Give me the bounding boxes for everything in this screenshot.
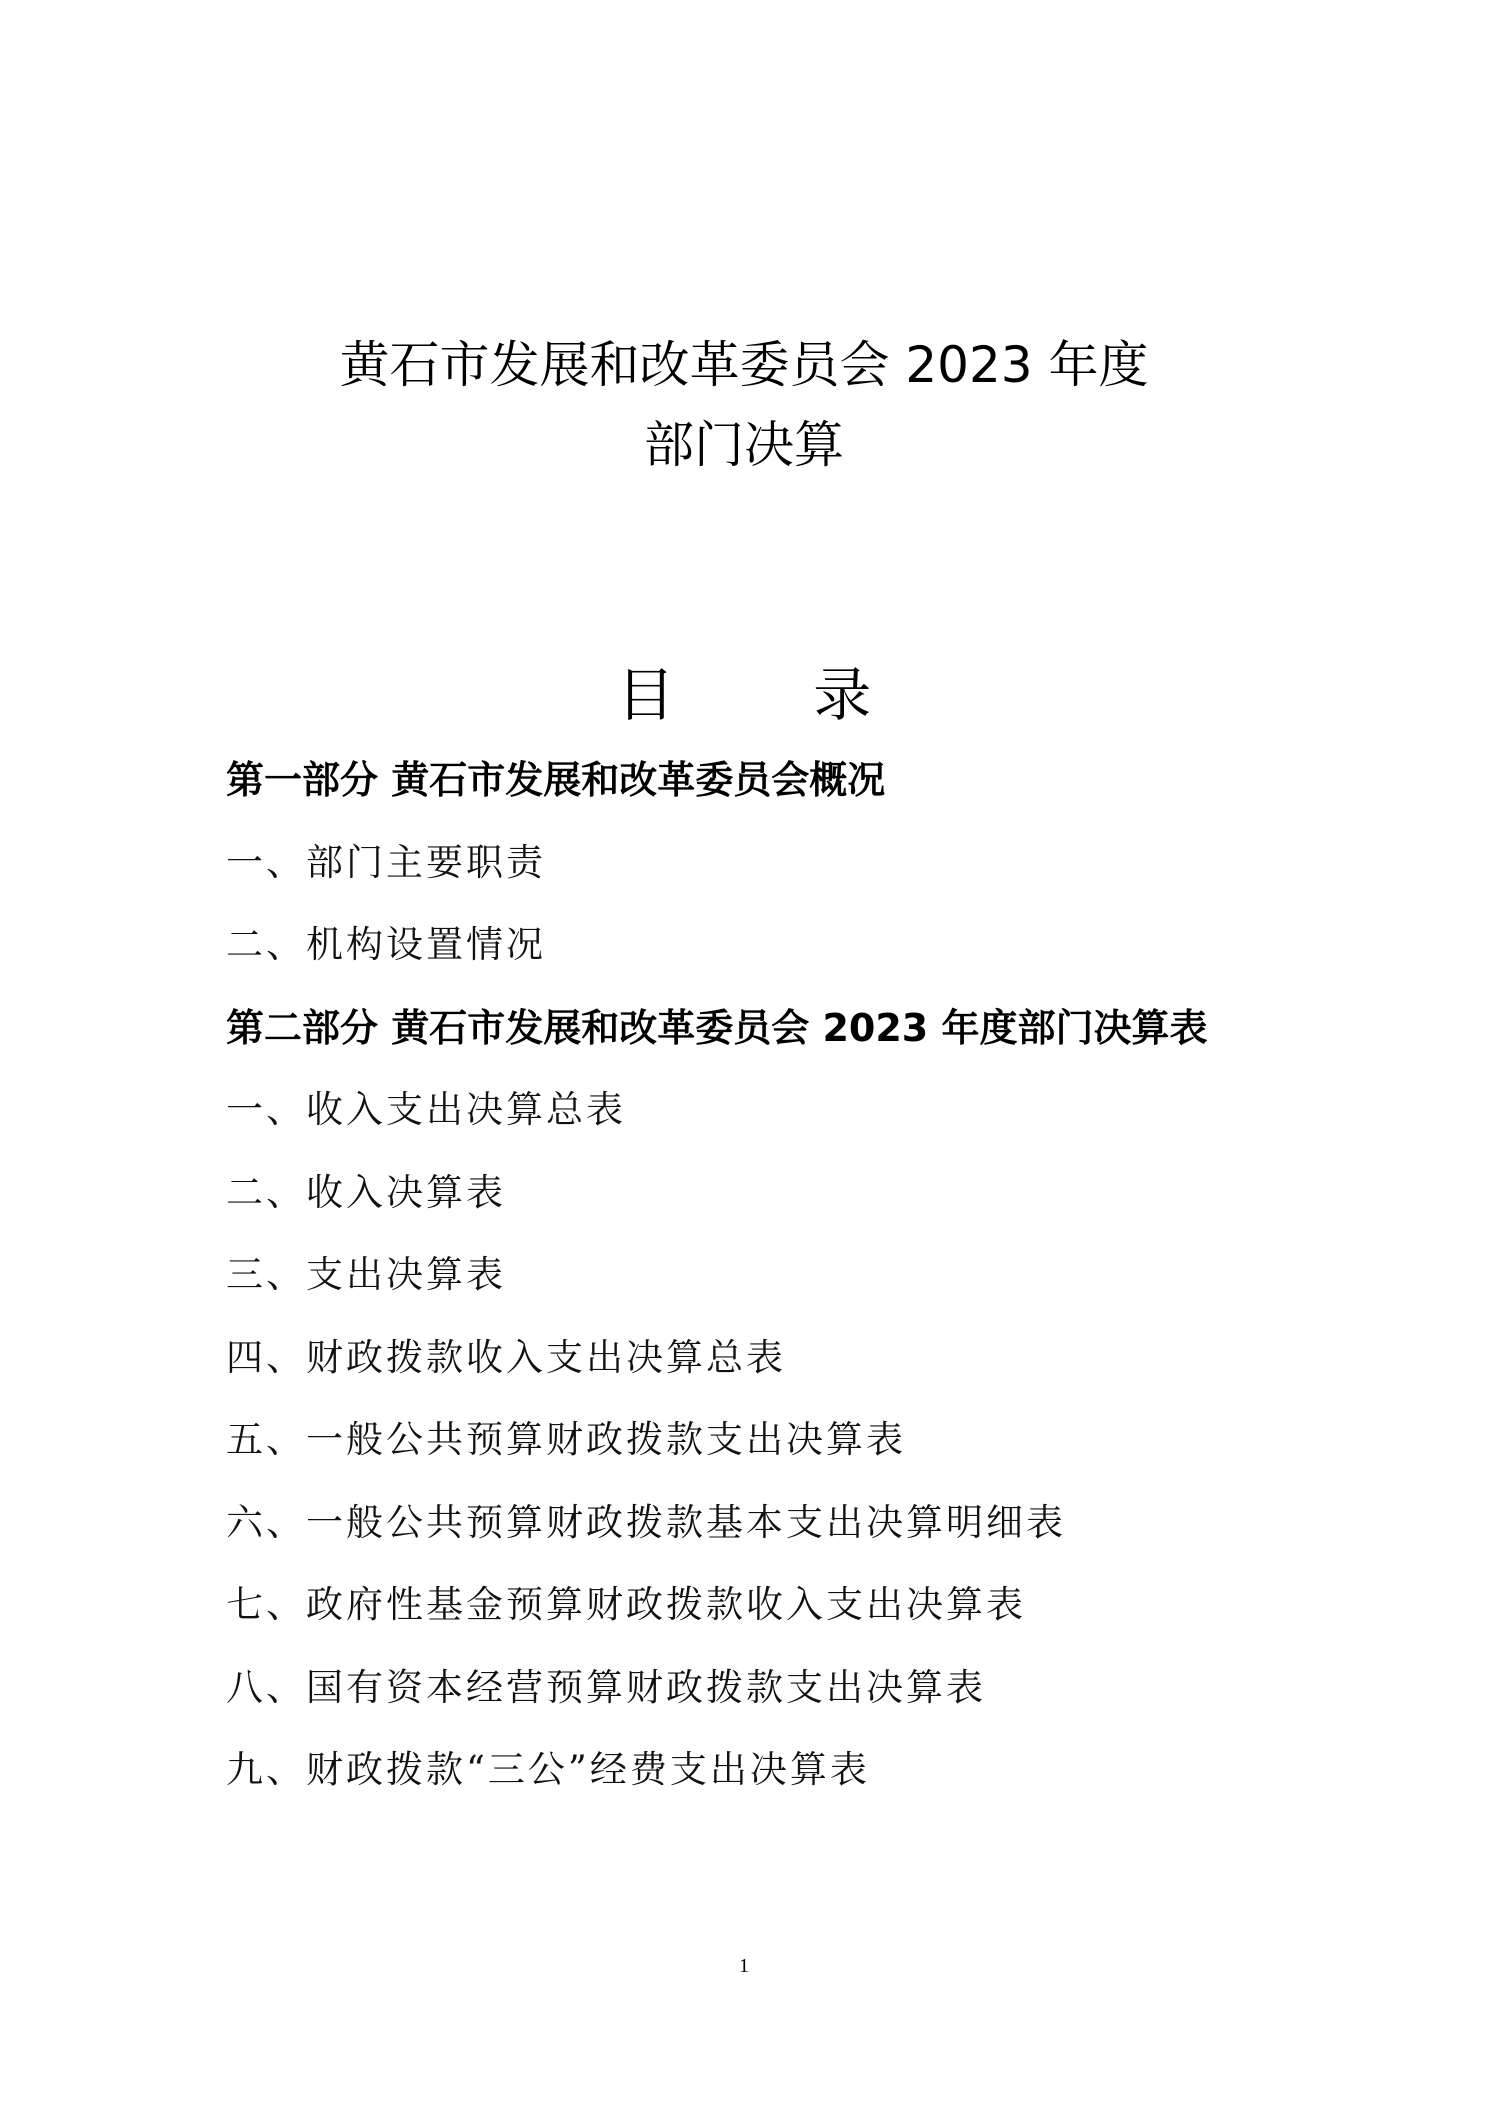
toc-entry-government-fund: 七、政府性基金预算财政拨款收入支出决算表 bbox=[226, 1583, 1026, 1626]
document-title-line-1: 黄石市发展和改革委员会 2023 年度 bbox=[339, 336, 1149, 394]
toc-entry-responsibilities: 一、部门主要职责 bbox=[226, 840, 546, 884]
toc-part-1: 第一部分 黄石市发展和改革委员会概况 bbox=[226, 758, 886, 802]
document-title-line-2: 部门决算 bbox=[644, 416, 844, 474]
toc-entry-income-expense-summary: 一、收入支出决算总表 bbox=[226, 1088, 626, 1131]
toc-entry-general-budget-basic-detail: 六、一般公共预算财政拨款基本支出决算明细表 bbox=[226, 1500, 1066, 1544]
toc-heading: 目 录 bbox=[616, 661, 932, 729]
toc-entry-state-capital: 八、国有资本经营预算财政拨款支出决算表 bbox=[226, 1665, 986, 1709]
toc-entry-general-budget-expense: 五、一般公共预算财政拨款支出决算表 bbox=[226, 1418, 906, 1461]
toc-entry-income-table: 二、收入决算表 bbox=[226, 1170, 506, 1214]
toc-entry-fiscal-summary: 四、财政拨款收入支出决算总表 bbox=[226, 1335, 786, 1379]
toc-entry-three-public-expenses: 九、财政拨款“三公”经费支出决算表 bbox=[226, 1748, 870, 1791]
toc-entry-expense-table: 三、支出决算表 bbox=[226, 1253, 506, 1296]
page-number: 1 bbox=[739, 1955, 749, 1977]
toc-entry-organization: 二、机构设置情况 bbox=[226, 923, 546, 966]
toc-part-2: 第二部分 黄石市发展和改革委员会 2023 年度部门决算表 bbox=[226, 1005, 1208, 1050]
table-of-contents bbox=[226, 745, 1376, 1818]
